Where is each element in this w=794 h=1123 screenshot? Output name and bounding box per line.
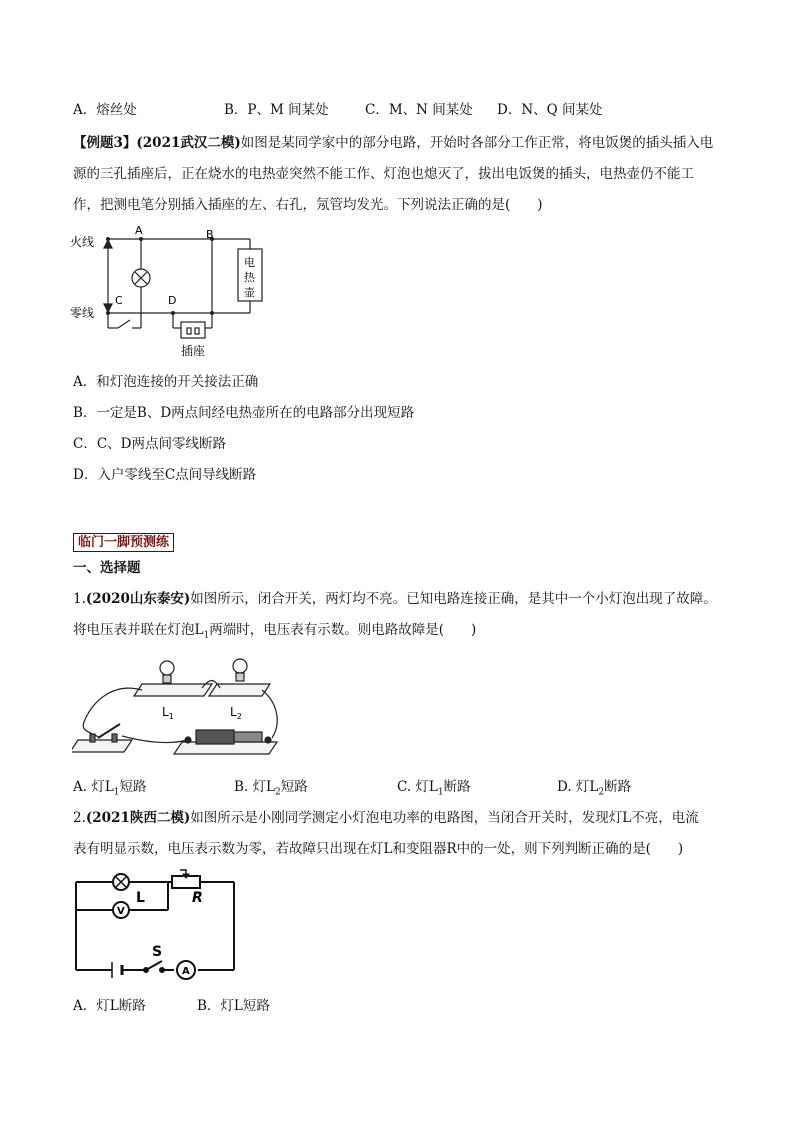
q1-text2b: 两端时，电压表有示数。则电路故障是( ) xyxy=(209,622,477,638)
example3-line2: 源的三孔插座后，正在烧水的电热壶突然不能工作、灯泡也熄灭了，拔出电饭煲的插头，电热壶仍不能工 xyxy=(73,166,694,182)
q1-text2a: 将电压表并联在灯泡L xyxy=(73,622,204,638)
example3-tag: 【例题3】 xyxy=(73,135,137,151)
label-R: R xyxy=(192,890,203,906)
example3-line1 xyxy=(73,133,713,153)
example3-option-d[interactable]: D．入户零线至C点间导线断路 xyxy=(73,467,257,483)
bulb-l2-icon xyxy=(233,659,247,673)
top-option-a[interactable]: A．熔丝处 xyxy=(73,102,137,118)
section-title: 一、选择题 xyxy=(73,560,141,576)
kettle-char-3: 壶 xyxy=(244,286,255,299)
switch-icon xyxy=(118,320,130,328)
arrow-down-icon xyxy=(104,304,112,312)
example3-option-b[interactable]: B．一定是B、D两点间经电热壶所在的电路部分出现短路 xyxy=(73,405,415,421)
example3-source: (2021武汉二模) xyxy=(136,135,241,151)
q1-option-c[interactable]: C. 灯$L_1$断路 xyxy=(397,779,471,798)
point-a-label: A xyxy=(135,224,143,237)
example3-option-a[interactable]: A．和灯泡连接的开关接法正确 xyxy=(73,374,259,390)
q1-line1 xyxy=(73,589,717,609)
q1-option-d[interactable]: D. 灯$L_2$断路 xyxy=(557,779,632,798)
q2-circuit-diagram xyxy=(72,868,242,983)
household-circuit-diagram xyxy=(68,222,278,362)
q1-option-b[interactable]: B. 灯$L_2$短路 xyxy=(234,779,308,798)
label-A: A xyxy=(182,966,190,977)
point-b-label: B xyxy=(206,228,214,241)
q1-circuit-picture xyxy=(72,652,312,762)
top-option-d[interactable]: D．N、Q 间某处 xyxy=(497,102,603,118)
section-tag: 临门一脚预测练 xyxy=(73,533,174,552)
live-label: 火线 xyxy=(70,235,95,249)
q1-text2-sub: 1 xyxy=(203,630,210,641)
example3-line3: 作，把测电笔分别插入插座的左、右孔，氖管均发光。下列说法正确的是( ) xyxy=(73,197,543,213)
top-option-b[interactable]: B．P、M 间某处 xyxy=(224,102,329,118)
q1-text1: 如图所示，闭合开关，两灯均不亮。已知电路连接正确，是其中一个小灯泡出现了故障。 xyxy=(190,591,717,607)
q2-line2: 表有明显示数，电压表示数为零，若故障只出现在灯L和变阻器R中的一处，则下列判断正确的是( ) xyxy=(73,841,684,857)
arrow-up-icon xyxy=(104,240,112,248)
kettle-char-1: 电 xyxy=(244,256,255,269)
q1-option-a[interactable]: A. 灯$L_1$短路 xyxy=(73,779,147,798)
neutral-label: 零线 xyxy=(70,306,95,320)
q1-number: 1. xyxy=(73,591,86,607)
kettle-char-2: 热 xyxy=(244,271,255,284)
point-c-label: C xyxy=(115,294,123,307)
label-L: L xyxy=(136,890,145,906)
label-l1: $L_1$ xyxy=(162,705,174,721)
label-V: V xyxy=(117,906,125,917)
board-l1 xyxy=(134,684,212,696)
q2-text1: 如图所示是小刚同学测定小灯泡电功率的电路图，当闭合开关时，发现灯L不亮，电流 xyxy=(190,810,699,826)
q2-source: (2021陕西二模) xyxy=(85,810,191,826)
example3-text1: 如图是某同学家中的部分电路，开始时各部分工作正常，将电饭煲的插头插入电 xyxy=(240,135,714,151)
socket-icon xyxy=(181,322,205,338)
q2-line1 xyxy=(73,808,699,828)
example3-option-c[interactable]: C．C、D两点间零线断路 xyxy=(73,436,226,452)
socket-label: 插座 xyxy=(181,344,206,358)
bulb-l1-icon xyxy=(160,661,174,675)
point-d-label: D xyxy=(168,294,177,307)
switch-base xyxy=(72,740,132,752)
top-option-c[interactable]: C．M、N 间某处 xyxy=(365,102,473,118)
q2-option-b[interactable]: B．灯L短路 xyxy=(197,998,270,1014)
q2-option-a[interactable]: A．灯L断路 xyxy=(73,998,146,1014)
q1-line2 xyxy=(73,620,476,646)
q1-source: (2020山东泰安) xyxy=(85,591,191,607)
label-S: S xyxy=(152,944,163,960)
q2-number: 2. xyxy=(73,810,86,826)
battery-icon xyxy=(196,730,234,744)
label-l2: $L_2$ xyxy=(230,705,242,721)
